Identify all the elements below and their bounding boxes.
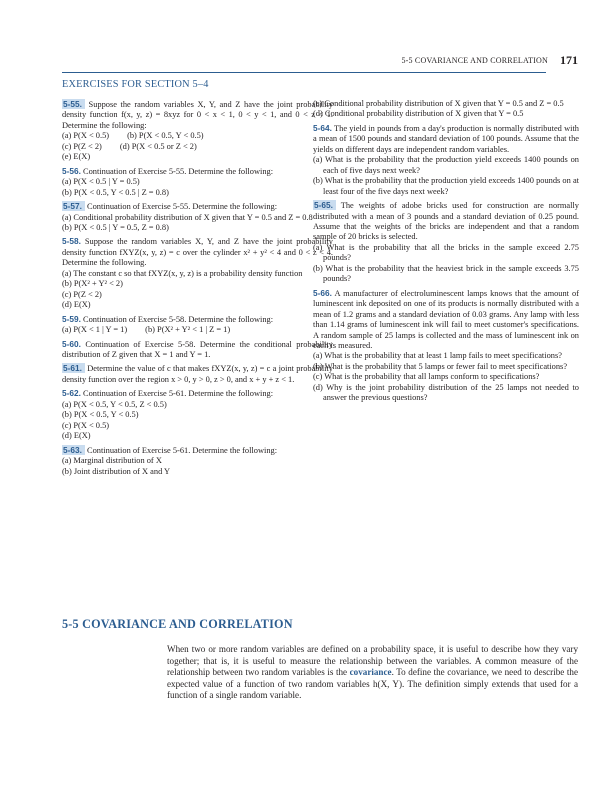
exercise-item: (d) Conditional probability distribution of X given that Y = 0.5 — [313, 109, 524, 119]
exercise-item: (a) What is the probability that all the bricks in the sample exceed 2.75 pounds? — [313, 242, 579, 263]
exercise-number: 5-66. — [313, 287, 332, 298]
exercise-item: (d) E(X) — [62, 300, 91, 310]
exercise-text: Suppose the random variables X, Y, and Z have the joint probability density function f(x, y, z) = 8xyz for 0 < x < 1, 0 < y < 1, and 0 < z < 1. Determine the following: — [62, 100, 333, 130]
exercise-number: 5-55. — [62, 99, 85, 109]
exercise-number: 5-60. — [62, 338, 81, 349]
exercise-item: (b) What is the probability that 5 lamps or fewer fail to meet specifications? — [313, 361, 568, 371]
exercise-item: (b) P(X < 0.5, Y < 0.5) — [127, 131, 204, 141]
exercise-item: (c) What is the probability that all lamps conform to specifications? — [313, 372, 540, 382]
exercise-item: (b) What is the probability that the heaviest brick in the sample exceeds 3.75 pounds? — [313, 263, 579, 284]
section-title: 5-5 COVARIANCE AND CORRELATION — [62, 617, 293, 631]
exercise-item: (c) P(Z < 2) — [62, 141, 102, 151]
exercise-item: (b) P(X² + Y² < 1 | Z = 1) — [145, 325, 231, 335]
exercise-item: (a) Marginal distribution of X — [62, 456, 162, 466]
exercise-item: (d) Why is the joint probability distribution of the 25 lamps not needed to answer the previous questions? — [313, 382, 579, 403]
exercise-item: (e) E(X) — [62, 152, 91, 162]
exercise-number: 5-59. — [62, 313, 81, 324]
exercise — [62, 166, 333, 177]
exercise-item-row — [62, 152, 333, 162]
exercise-item: (a) P(X < 0.5 | Y = 0.5) — [62, 177, 140, 187]
exercise-gap — [313, 404, 579, 407]
keyword-covariance: covariance — [349, 667, 392, 678]
exercise-number: 5-65. — [313, 200, 336, 210]
exercise — [62, 363, 333, 385]
exercise-item-row — [62, 142, 333, 152]
exercise-text: Continuation of Exercise 5-61. Determine the following: — [87, 445, 278, 455]
exercise-number: 5-56. — [62, 165, 81, 176]
exercise-number: 5-58. — [62, 236, 81, 247]
exercise-number: 5-57. — [62, 201, 85, 211]
exercise-item: (b) P(X < 0.5, Y < 0.5 | Z = 0.8) — [62, 187, 169, 197]
exercise-text: The yield in pounds from a day's production is normally distributed with a mean of 1500 pounds and standard deviation of 100 pounds. Assume that the yields on different days are independent random variables. — [313, 123, 579, 154]
exercise-item: (c) P(Z < 2) — [62, 289, 102, 299]
exercise-number: 5-63. — [62, 445, 85, 455]
exercise — [62, 388, 333, 399]
exercise-item: (c) Conditional probability distribution of X given that Y = 0.5 and Z = 0.5 — [313, 99, 564, 108]
exercise — [62, 236, 333, 268]
section-body-text-end: . To define the covariance, we need to describe the expected value of a function of two random variables h(X, Y). The definition simply extends that used for a function of a single random variable. — [167, 667, 578, 701]
exercises-heading: EXERCISES FOR SECTION 5–4 — [62, 79, 209, 90]
exercise-item-row — [62, 325, 333, 335]
header-rule — [62, 72, 546, 73]
exercise-text: A manufacturer of electroluminescent lamps knows that the amount of luminescent ink deposited on one of its products is normally distributed with a mean of 1.2 grams and a standard deviation of 0.03 grams. Any lamp with less than 1.14 grams of luminescent ink will fail to meet customer's specifications. A random sample of 25 lamps is collected and the mass of luminescent ink on each is measured. — [313, 288, 579, 350]
exercise-item: (b) P(X < 0.5 | Y = 0.5, Z = 0.8) — [62, 222, 169, 232]
exercise-text: Continuation of Exercise 5-58. Determine the conditional probability distribution of Z given that X = 1 and Y = 1. — [62, 339, 333, 359]
exercises-left-column — [62, 99, 333, 480]
exercise-text: The weights of adobe bricks used for construction are normally distributed with a mean of 3 pounds and a standard deviation of 0.25 pound. Assume that the weights of the bricks are independent and that a random sample of 20 bricks is selected. — [313, 201, 579, 242]
running-head: 5-5 COVARIANCE AND CORRELATION — [401, 56, 548, 65]
exercise-item-row — [62, 131, 333, 141]
exercise-item: (d) E(X) — [62, 431, 91, 441]
exercise — [62, 445, 333, 456]
exercise — [62, 99, 333, 131]
exercise-number: 5-61. — [62, 363, 85, 373]
exercise-item: (a) The constant c so that fXYZ(x, y, z) is a probability density function — [62, 268, 303, 278]
exercise-item: (a) P(X < 1 | Y = 1) — [62, 325, 128, 335]
exercise — [313, 288, 579, 352]
exercise-item: (a) P(X < 0.5, Y < 0.5, Z < 0.5) — [62, 399, 167, 409]
exercise — [62, 201, 333, 212]
exercise-item: (b) P(X² + Y² < 2) — [62, 279, 123, 289]
exercise-item: (c) P(X < 0.5) — [62, 420, 110, 430]
exercise-item: (a) What is the probability that the production yield exceeds 1400 pounds on each of five days next week? — [313, 155, 579, 175]
exercise-item: (b) P(X < 0.5, Y < 0.5) — [62, 410, 139, 420]
exercise — [313, 200, 579, 243]
exercise-number: 5-64. — [313, 122, 332, 133]
exercise-number: 5-62. — [62, 388, 81, 399]
exercise-text: Continuation of Exercise 5-61. Determine the following: — [83, 389, 274, 399]
exercise — [313, 123, 579, 155]
exercise-gap — [62, 477, 333, 480]
page-number: 171 — [560, 53, 578, 67]
exercise-text: Determine the value of c that makes fXYZ(x, y, z) = c a joint probability density function over the region x > 0, y > 0, z > 0, and x + y + z < 1. — [62, 364, 333, 384]
exercise — [62, 339, 333, 361]
exercise-text: Suppose the random variables X, Y, and Z have the joint probability density function fXYZ(x, y, z) = c over the cylinder x² + y² < 4 and 0 < z < 4. Determine the following. — [62, 237, 333, 268]
exercise-text: Continuation of Exercise 5-55. Determine the following: — [87, 202, 278, 212]
exercise-item: (a) What is the probability that at least 1 lamp fails to meet specifications? — [313, 351, 562, 361]
exercise-item: (b) Joint distribution of X and Y — [62, 466, 171, 476]
exercise-text: Continuation of Exercise 5-55. Determine the following: — [83, 166, 274, 176]
exercise — [62, 314, 333, 325]
exercise-item: (a) P(X < 0.5) — [62, 131, 110, 141]
exercises-right-column — [313, 99, 579, 407]
exercise-text: Continuation of Exercise 5-58. Determine the following: — [83, 314, 274, 324]
exercise-item: (a) Conditional probability distribution of X given that Y = 0.5 and Z = 0.8 — [62, 212, 313, 222]
exercise-item: (b) What is the probability that the production yield exceeds 1400 pounds on at least four of the five days next week? — [313, 176, 579, 196]
section-body — [167, 644, 578, 702]
section-body-text: When two or more random variables are defined on a probability space, it is useful to describe how they vary together; that is, it is useful to measure the relationship between the variables. A common measure of the relationship between two random variables is the — [167, 644, 578, 678]
exercise-item: (d) P(X < 0.5 or Z < 2) — [119, 141, 197, 151]
